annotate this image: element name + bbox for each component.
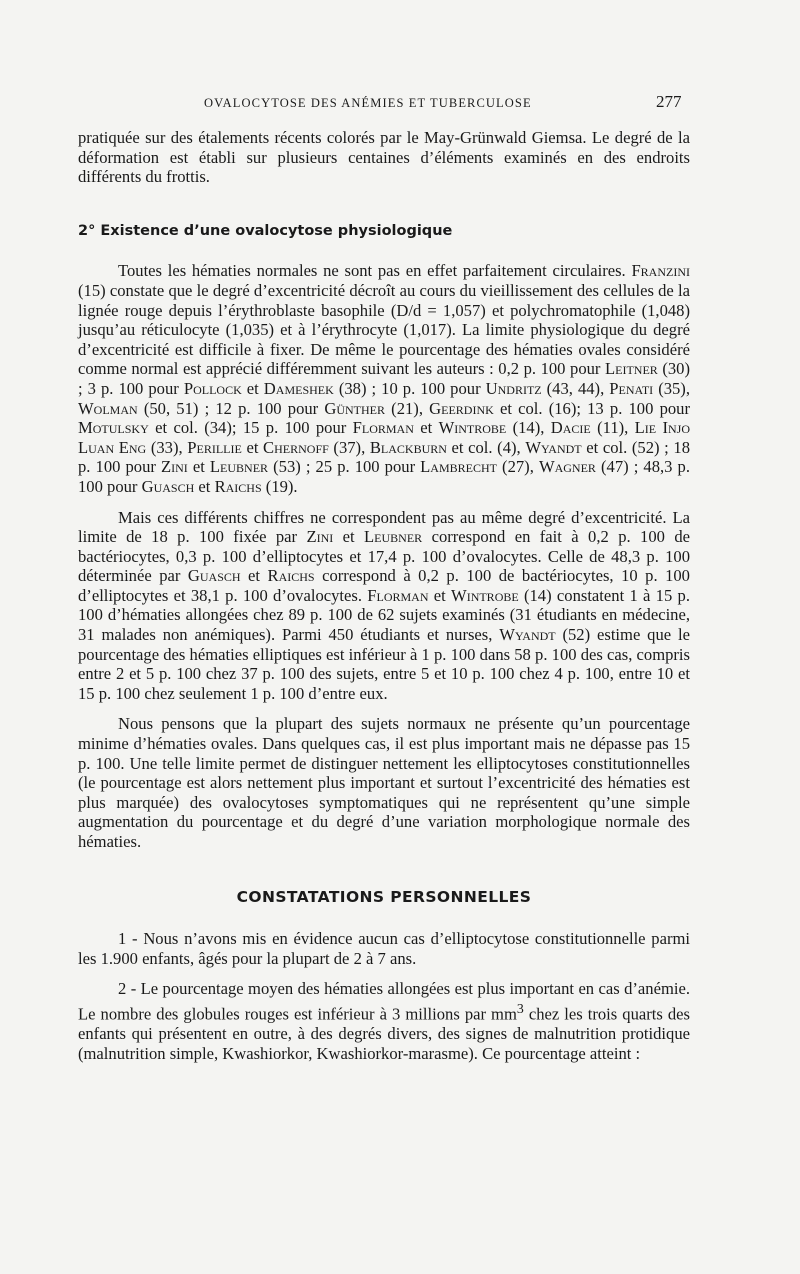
body-text xyxy=(78,128,690,1063)
author-name: Dameshek xyxy=(263,378,334,398)
author-name: Wintrobe xyxy=(451,585,519,605)
author-name: Motulsky xyxy=(78,418,149,438)
author-name: Raichs xyxy=(214,476,262,496)
author-name: Dacie xyxy=(550,418,591,438)
author-name: Chernoff xyxy=(263,437,329,457)
author-name: Zini xyxy=(306,527,334,547)
author-name: Wyandt xyxy=(499,625,556,645)
author-name: Wyandt xyxy=(525,437,582,457)
author-name: Blackburn xyxy=(369,437,447,457)
author-name: Zini xyxy=(160,457,188,477)
page-number: 277 xyxy=(656,92,682,111)
numbered-item-1: 1 - Nous n’avons mis en évidence aucun cas d’elliptocytose constitutionnelle parmi les 1.900 enfants, âgés pour la plupart de 2 à 7 ans. xyxy=(78,929,690,968)
author-name: Leubner xyxy=(364,527,423,547)
author-name: Guasch xyxy=(141,476,195,496)
author-name: Leitner xyxy=(605,359,658,379)
section-heading-personal: CONSTATATIONS PERSONNELLES xyxy=(236,887,532,906)
running-title: OVALOCYTOSE DES ANÉMIES ET TUBERCULOSE xyxy=(204,96,532,110)
numbered-item-2: 2 - Le pourcentage moyen des hématies allongées est plus important en cas d’anémie. Le nombre des globules rouges est inférieur à 3 millions par $mm^3$ chez les trois quarts des enfants qui présentent en outre, à des degrés divers, des signes de malnutrition protidique (malnutrition simple, Kwashiorkor, Kwashiorkor-marasme). Ce pourcentage atteint : xyxy=(78,979,691,1063)
author-name: Wagner xyxy=(538,457,596,477)
paragraph: Nous pensons que la plupart des sujets normaux ne présente qu’un pourcentage minime d’hématies ovales. Dans quelques cas, il est plus important mais ne dépasse pas 15 p. 100. Une telle limite permet de distinguer nettement les elliptocytoses constitutionnelles (le pourcentage est alors nettement plus important et surtout l’excentricité des hématies est plus marquée) des ovalocytoses symptomatiques qui ne représentent qu’une simple augmentation du pourcentage et du degré d’une variation morphologique normale des hématies. xyxy=(78,714,690,851)
author-name: Leubner xyxy=(209,457,269,477)
author-name: Florman xyxy=(367,585,429,605)
author-name: Franzini xyxy=(631,261,690,281)
author-name: Günther xyxy=(324,398,386,418)
paragraph: Toutes les hématies normales ne sont pas en effet parfaitement circulaires. Franzini (15) constate que le degré d’excentricité décroît au cours du vieillissement des cellules de la lignée rouge depuis l’érythroblaste basophile (D/d = 1,057) et polychromatophile (1,048) jusqu’au réticulocyte (1,035) et à l’érythrocyte (1,017). La limite physiologique du degré d’excentricité est difficile à fixer. De même le pourcentage des hématies ovales considéré comme normal est apprécié différemment suivant les auteurs : 0,2 p. 100 pour Leitner (30) ; 3 p. 100 pour Pollock et Dameshek (38) ; 10 p. 100 pour Undritz (43, 44), Penati (35), Wolman (50, 51) ; 12 p. 100 pour Günther (21), Geerdink et col. (16); 13 p. 100 pour Motulsky et col. (34); 15 p. 100 pour Florman et Wintrobe (14), Dacie (11), Lie Injo Luan Eng (33), Perillie et Chernoff (37), Blackburn et col. (4), Wyandt et col. (52) ; 18 p. 100 pour Zini et Leubner (53) ; 25 p. 100 pour Lambrecht (27), Wagner (47) ; 48,3 p. 100 pour Guasch et Raichs (19). xyxy=(78,261,691,496)
author-name: Wintrobe xyxy=(438,418,507,438)
author-name: Lambrecht xyxy=(420,457,497,477)
author-name: Lie Injo Luan Eng xyxy=(78,418,691,457)
author-name: Geerdink xyxy=(429,398,494,418)
author-name: Raichs xyxy=(267,566,315,586)
author-name: Penati xyxy=(609,378,654,398)
author-name: Undritz xyxy=(485,378,542,398)
running-header xyxy=(0,94,800,116)
author-name: Pollock xyxy=(183,378,242,398)
author-name: Perillie xyxy=(187,437,242,457)
author-name: Florman xyxy=(352,418,414,438)
paragraph: Mais ces différents chiffres ne correspondent pas au même degré d’excentricité. La limite de 18 p. 100 fixée par Zini et Leubner correspond en fait à 0,2 p. 100 de bactériocytes, 0,3 p. 100 d’elliptocytes et 17,4 p. 100 d’ovalocytes. Celle de 48,3 p. 100 déterminée par Guasch et Raichs correspond à 0,2 p. 100 de bactériocytes, 10 p. 100 d’elliptocytes et 38,1 p. 100 d’ovalocytes. Florman et Wintrobe (14) constatent 1 à 15 p. 100 d’hématies allongées chez 89 p. 100 de 62 sujets examinés (31 étudiants en médecine, 31 malades non anémiques). Parmi 450 étudiants et nurses, Wyandt (52) estime que le pourcentage des hématies elliptiques est inférieur à 1 p. 100 dans 58 p. 100 des cas, compris entre 2 et 5 p. 100 chez 37 p. 100 des sujets, entre 5 et 10 p. 100 chez 4 p. 100, entre 10 et 15 p. 100 chez seulement 1 p. 100 d’entre eux. xyxy=(78,507,690,703)
section-heading-physiological: 2° Existence d’une ovalocytose physiologique xyxy=(78,222,453,239)
author-name: Wolman xyxy=(78,398,138,418)
author-name: Guasch xyxy=(187,566,241,586)
paragraph-intro: pratiquée sur des étalements récents colorés par le May-Grünwald Giemsa. Le degré de la déformation est établi sur plusieurs centaines d’éléments examinés en des endroits différents du frottis. xyxy=(78,128,690,187)
